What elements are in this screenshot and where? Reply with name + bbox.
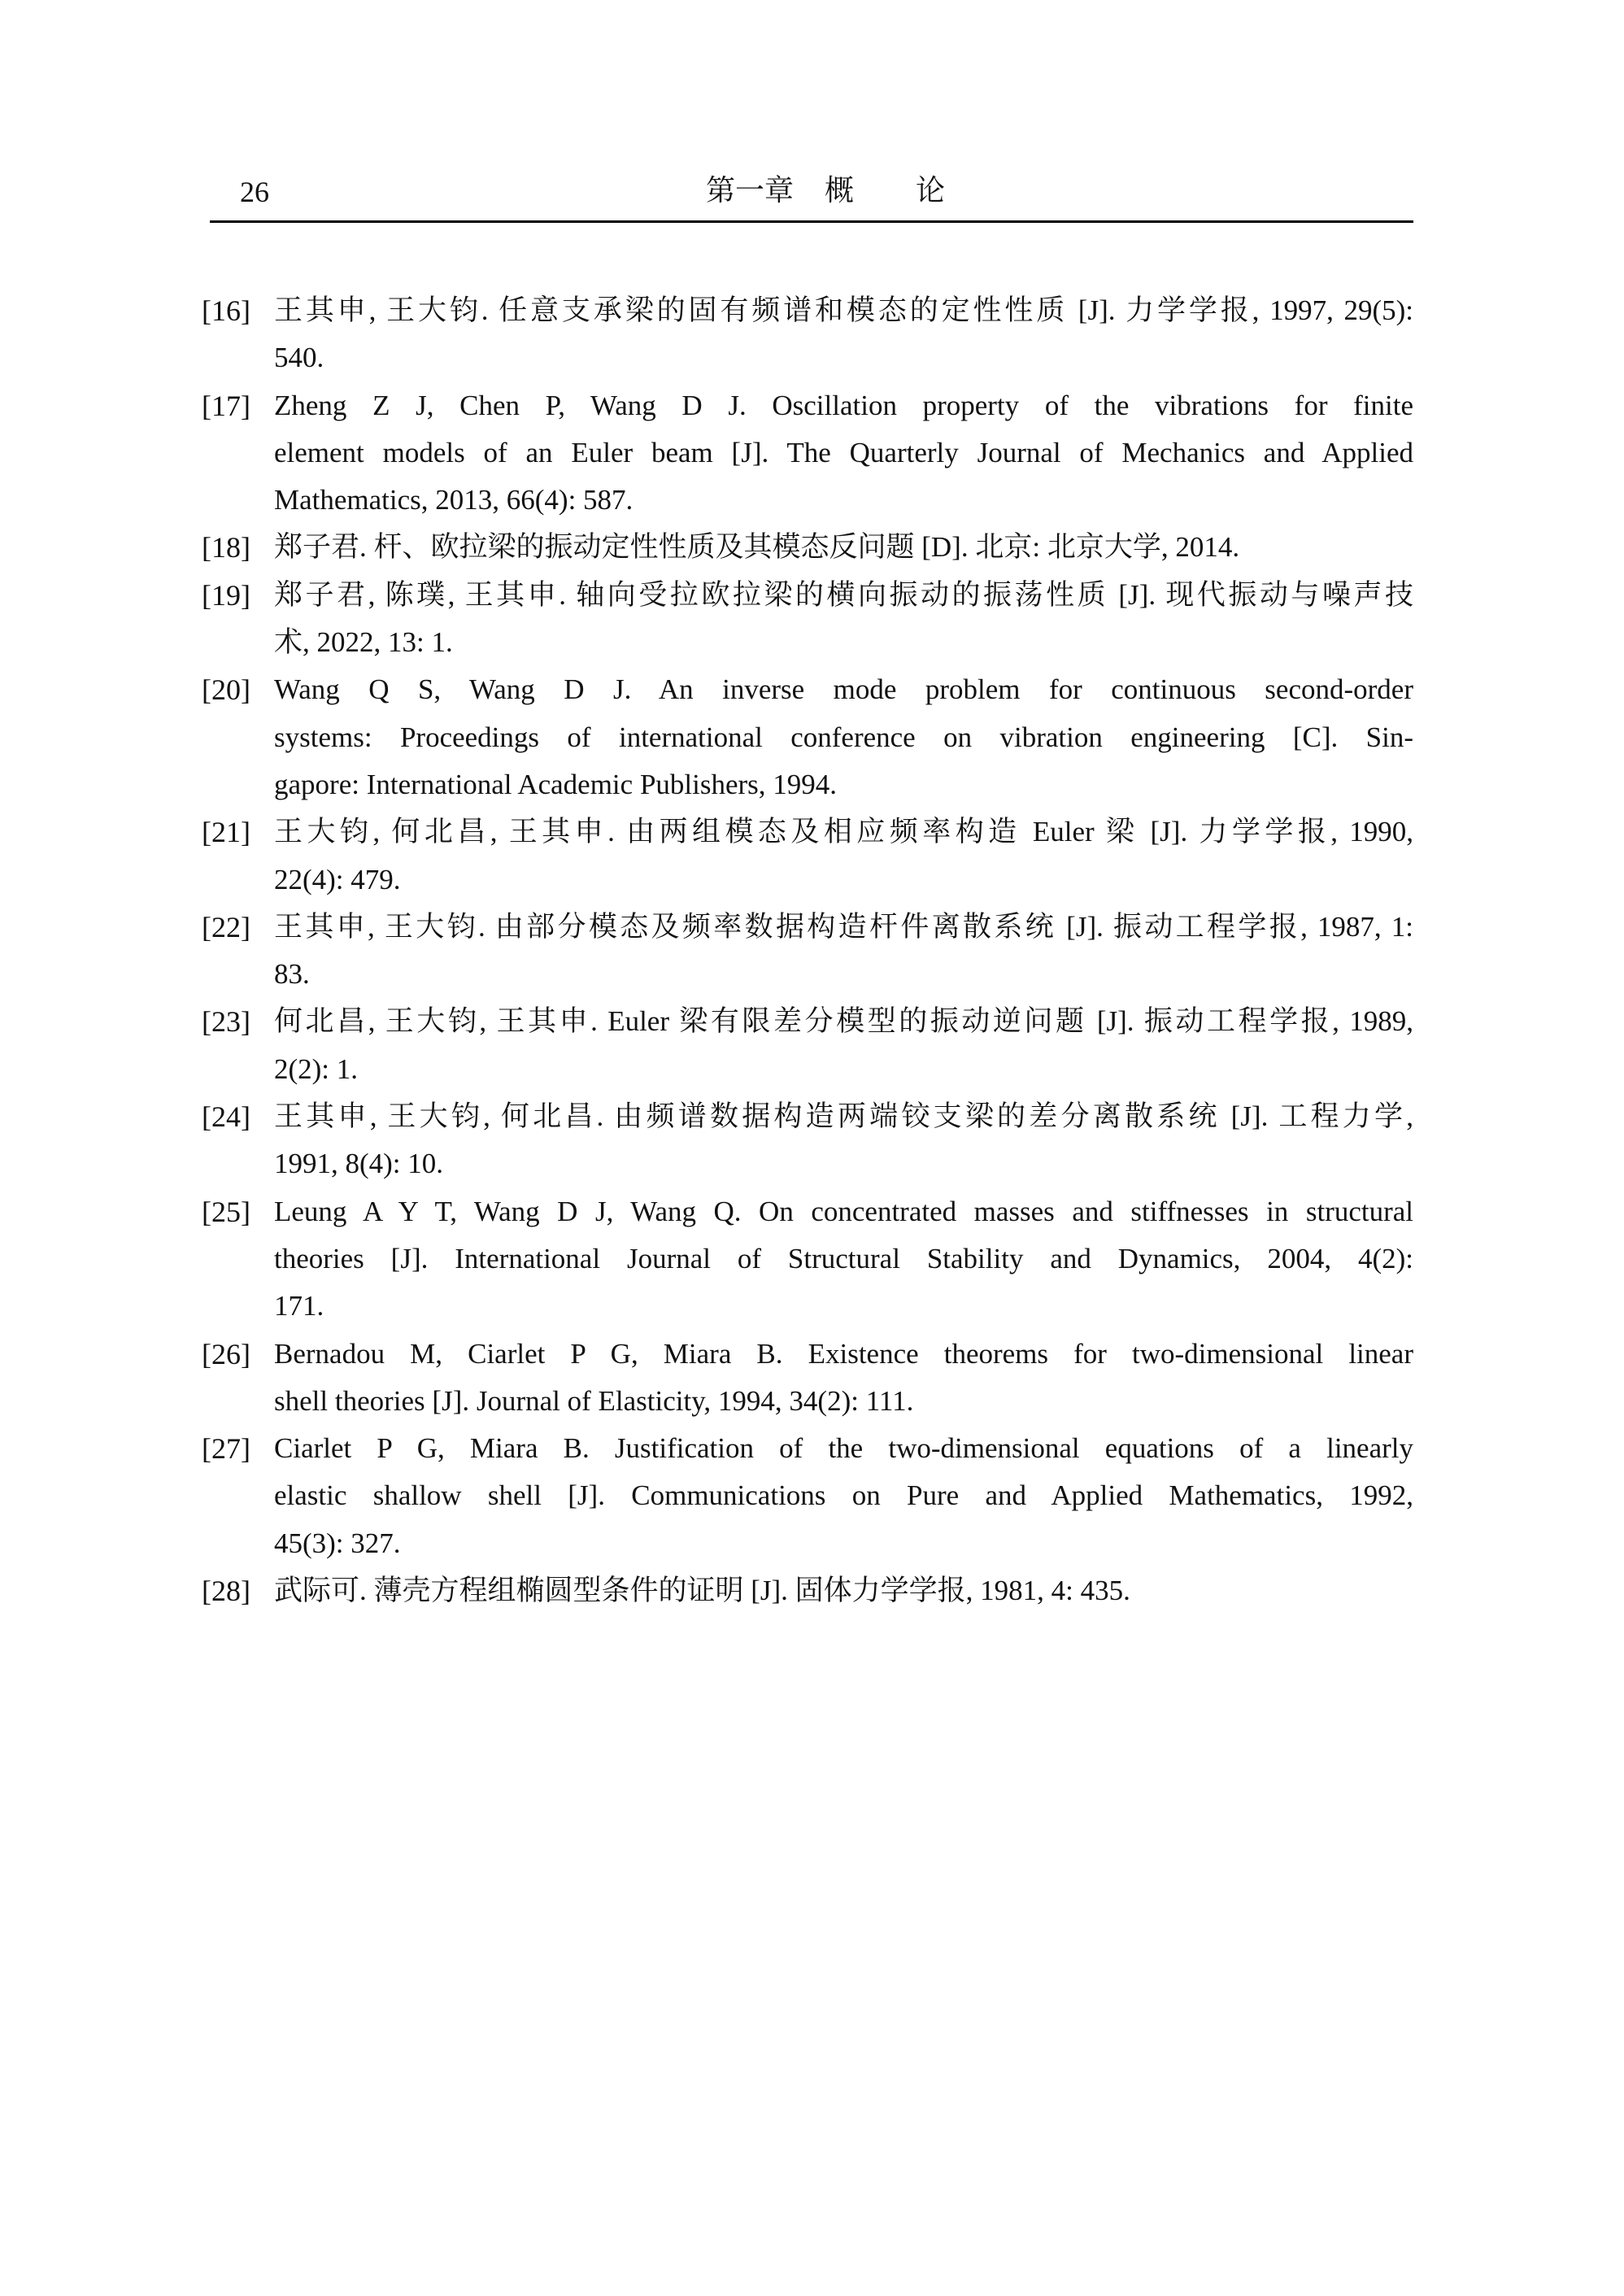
reference-label: [24]	[202, 1100, 250, 1134]
reference-text-line: 武际可. 薄壳方程组椭圆型条件的证明 [J]. 固体力学学报, 1981, 4: 435.	[274, 1575, 1130, 1607]
reference-label: [22]	[202, 910, 250, 943]
reference-label: [20]	[202, 673, 250, 707]
reference-label: [28]	[202, 1575, 250, 1608]
reference-label: [16]	[202, 294, 250, 327]
reference-text-line: Bernadou M, Ciarlet P G, Miara B. Existence theorems for two-dimensional linear	[274, 1337, 1413, 1370]
reference-text-line: 171.	[274, 1290, 324, 1322]
title-part-1: 概	[825, 174, 855, 207]
reference-label: [27]	[202, 1432, 250, 1466]
reference-text-line: 83.	[274, 958, 310, 991]
reference-text-line: Zheng Z J, Chen P, Wang D J. Oscillation property of the vibrations for finite	[274, 389, 1413, 421]
reference-text-line: shell theories [J]. Journal of Elasticity, 1994, 34(2): 111.	[274, 1384, 914, 1417]
reference-label: [17]	[202, 389, 250, 422]
reference-text-line: Mathematics, 2013, 66(4): 587.	[274, 484, 633, 516]
reference-text-line: 1991, 8(4): 10.	[274, 1148, 444, 1180]
reference-text-line: 45(3): 327.	[274, 1527, 401, 1559]
reference-entry	[202, 382, 1413, 525]
reference-text-line: 540.	[274, 342, 324, 374]
reference-label: [19]	[202, 578, 250, 612]
reference-text-line: Ciarlet P G, Miara B. Justification of the two-dimensional equations of a linearly	[274, 1432, 1413, 1465]
reference-text-line: 王其申, 王大钧, 何北昌. 由频谱数据构造两端铰支梁的差分离散系统 [J]. 工程力学,	[274, 1100, 1413, 1133]
reference-label: [26]	[202, 1337, 250, 1370]
reference-entry	[202, 1093, 1413, 1188]
reference-text-line: systems: Proceedings of international conference on vibration engineering [C]. Sin-	[274, 721, 1413, 753]
reference-entry	[202, 808, 1413, 904]
reference-text-line: gapore: International Academic Publishers, 1994.	[274, 768, 838, 800]
reference-text-line: 王其申, 王大钧. 由部分模态及频率数据构造杆件离散系统 [J]. 振动工程学报, 1987, 1:	[274, 910, 1413, 943]
reference-text-line: 术, 2022, 13: 1.	[274, 626, 453, 659]
chapter-label: 第一章	[706, 174, 795, 207]
header-rule	[210, 220, 1413, 223]
reference-entry	[202, 1188, 1413, 1331]
reference-text-line: 王大钧, 何北昌, 王其申. 由两组模态及相应频率构造 Euler 梁 [J]. 力学学报, 1990,	[274, 816, 1413, 848]
page-number: 26	[240, 176, 269, 208]
reference-entry	[202, 998, 1413, 1093]
reference-text-line: elastic shallow shell [J]. Communications on Pure and Applied Mathematics, 1992,	[274, 1479, 1413, 1512]
reference-text-line: 2(2): 1.	[274, 1052, 359, 1085]
reference-entry	[202, 1567, 1413, 1614]
reference-text-line: 王其申, 王大钧. 任意支承梁的固有频谱和模态的定性性质 [J]. 力学学报, 1997, 29(5):	[274, 294, 1413, 326]
reference-text-line: Wang Q S, Wang D J. An inverse mode problem for continuous second-order	[274, 673, 1413, 706]
reference-entry	[202, 904, 1413, 999]
reference-entry	[202, 1331, 1413, 1426]
reference-text-line: element models of an Euler beam [J]. The Quarterly Journal of Mechanics and Applied	[274, 436, 1413, 468]
reference-text-line: 22(4): 479.	[274, 863, 401, 895]
reference-list	[202, 287, 1413, 1614]
reference-text-line: theories [J]. International Journal of Structural Stability and Dynamics, 2004, 4(2):	[274, 1242, 1413, 1274]
reference-text-line: 郑子君, 陈璞, 王其申. 轴向受拉欧拉梁的横向振动的振荡性质 [J]. 现代振动与噪声技	[274, 578, 1413, 611]
reference-label: [18]	[202, 531, 250, 564]
title-part-2: 论	[916, 174, 946, 207]
reference-entry	[202, 666, 1413, 808]
reference-entry	[202, 287, 1413, 382]
reference-text-line: Leung A Y T, Wang D J, Wang Q. On concentrated masses and stiffnesses in structural	[274, 1195, 1413, 1227]
running-title	[706, 172, 945, 208]
reference-text-line: 郑子君. 杆、欧拉梁的振动定性性质及其模态反问题 [D]. 北京: 北京大学, 2014.	[274, 531, 1240, 564]
reference-entry	[202, 524, 1413, 571]
reference-label: [23]	[202, 1005, 250, 1039]
reference-label: [21]	[202, 816, 250, 849]
reference-entry	[202, 572, 1413, 667]
reference-entry	[202, 1425, 1413, 1567]
reference-text-line: 何北昌, 王大钧, 王其申. Euler 梁有限差分模型的振动逆问题 [J]. 振动工程学报, 1989,	[274, 1005, 1413, 1038]
reference-label: [25]	[202, 1195, 250, 1228]
